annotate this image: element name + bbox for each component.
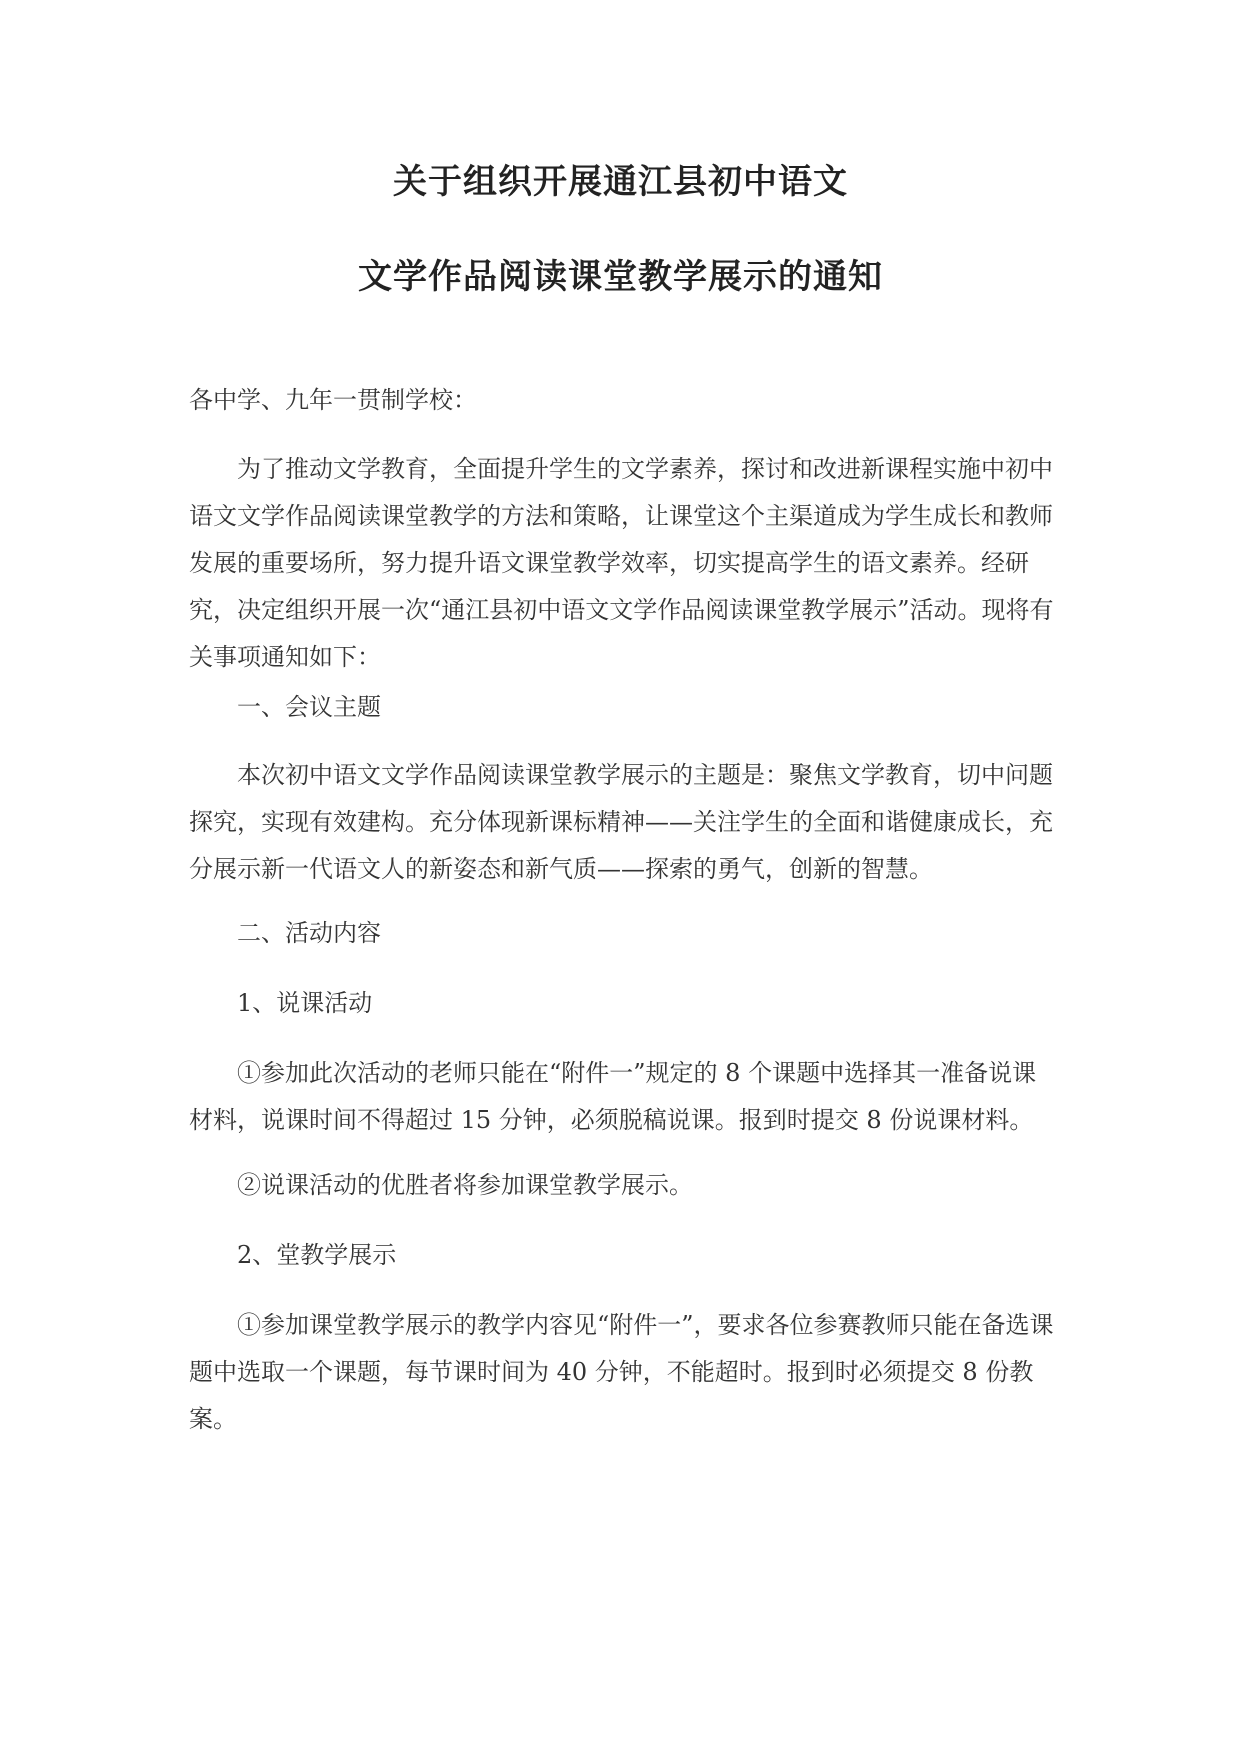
document-title-line-1: 关于组织开展通江县初中语文 [393, 162, 848, 202]
subheading-2-block [189, 1232, 1059, 1279]
section-heading-content: 二、活动内容 [237, 919, 381, 947]
section-heading-block [189, 684, 1059, 731]
document-body [189, 377, 1059, 424]
section-heading-content-block [189, 910, 1059, 957]
paragraph-intro: 为了推动文学教育，全面提升学生的文学素养，探讨和改进新课程实施中初中语文文学作品阅读课堂教学的方法和策略，让课堂这个主渠道成为学生成长和教师发展的重要场所，努力提升语文课堂教学效率，切实提高学生的语文素养。经研究，决定组织开展一次“通江县初中语文文学作品阅读课堂教学展示”活动。现将有关事项通知如下： [189, 455, 1054, 671]
item-2-block [189, 1162, 1059, 1209]
document-title-line-2: 文学作品阅读课堂教学展示的通知 [358, 257, 883, 297]
salutation: 各中学、九年一贯制学校： [189, 386, 477, 414]
paragraph-intro-block [189, 446, 1059, 681]
lecture-item-1: ①参加此次活动的老师只能在“附件一”规定的 8 个课题中选择其一准备说课材料，说课时间不得超过 15 分钟，必须脱稿说课。报到时提交 8 份说课材料。 [189, 1059, 1037, 1134]
subheading-classroom: 2、堂教学展示 [237, 1241, 397, 1269]
item-3-block [189, 1302, 1059, 1443]
paragraph-theme-block [189, 752, 1059, 893]
section-heading-theme: 一、会议主题 [237, 693, 381, 721]
lecture-item-2: ②说课活动的优胜者将参加课堂教学展示。 [237, 1171, 693, 1199]
paragraph-theme: 本次初中语文文学作品阅读课堂教学展示的主题是：聚焦文学教育，切中问题探究，实现有效建构。充分体现新课标精神——关注学生的全面和谐健康成长，充分展示新一代语文人的新姿态和新气质——探索的勇气，创新的智慧。 [189, 761, 1053, 883]
item-1-block [189, 1050, 1059, 1144]
subheading-1-block [189, 980, 1059, 1027]
subheading-lecture: 1、说课活动 [237, 989, 373, 1017]
classroom-item-1: ①参加课堂教学展示的教学内容见“附件一”，要求各位参赛教师只能在备选课题中选取一个课题，每节课时间为 40 分钟，不能超时。报到时必须提交 8 份教案。 [189, 1311, 1054, 1433]
